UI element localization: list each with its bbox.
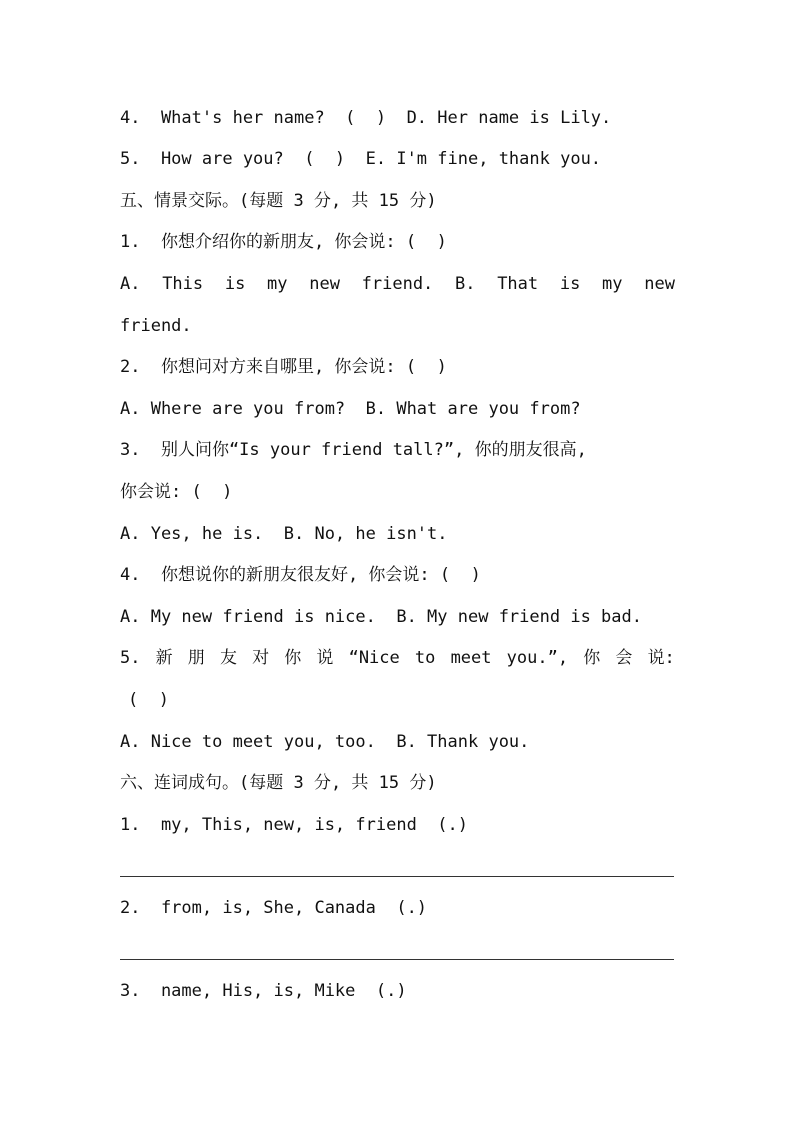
- s5-q5-token: 朋: [187, 648, 205, 668]
- s5-q5-token: 友: [219, 648, 237, 668]
- s6-question-3: 3. name, His, is, Mike (.): [120, 981, 407, 1001]
- s5-q1-option-token: B.: [455, 274, 476, 294]
- s4-question-4: 4. What's her name? ( ) D. Her name is Lily.: [120, 108, 612, 128]
- s5-question-2: 2. 你想问对方来自哪里, 你会说: ( ): [120, 357, 447, 377]
- s5-q5-token: “Nice: [348, 648, 400, 668]
- s5-q1-option-token: A.: [120, 274, 141, 294]
- s5-q5-token: 新: [155, 648, 173, 668]
- s5-q5-token: you.”,: [506, 648, 569, 668]
- s5-question-5: [120, 646, 675, 670]
- s5-q2-options: A. Where are you from? B. What are you from?: [120, 399, 581, 419]
- s5-q1-option-token: my: [602, 274, 623, 294]
- s5-q1-option-token: new: [644, 274, 675, 294]
- s5-q5-token: 对: [252, 648, 270, 668]
- s5-q1-options-cont: friend.: [120, 316, 192, 336]
- s5-q5-token: to: [414, 648, 436, 668]
- s5-q3-options: A. Yes, he is. B. No, he isn't.: [120, 524, 448, 544]
- s6-q2-answer-line: [120, 959, 674, 960]
- s6-question-2: 2. from, is, She, Canada (.): [120, 898, 428, 918]
- s5-q5-answer-blank: ( ): [128, 690, 169, 710]
- s6-question-1: 1. my, This, new, is, friend (.): [120, 815, 468, 835]
- s5-q1-option-token: friend.: [361, 274, 434, 294]
- s5-q1-options: [120, 272, 675, 296]
- s5-q1-option-token: That: [497, 274, 539, 294]
- s5-q1-option-token: my: [267, 274, 288, 294]
- s5-q1-option-token: is: [224, 274, 246, 294]
- s5-q4-options: A. My new friend is nice. B. My new friend is bad.: [120, 607, 642, 627]
- s5-q5-token: meet: [450, 648, 492, 668]
- s5-q5-token: 说: [316, 648, 334, 668]
- section5-header: 五、情景交际。(每题 3 分, 共 15 分): [120, 191, 437, 211]
- s5-q5-options: A. Nice to meet you, too. B. Thank you.: [120, 732, 530, 752]
- s5-q5-token: 说:: [647, 648, 675, 668]
- s5-q5-token: 会: [615, 648, 633, 668]
- s6-q1-answer-line: [120, 876, 674, 877]
- s5-question-3-line2: 你会说: ( ): [120, 482, 233, 502]
- s5-q5-token: 5.: [120, 648, 141, 668]
- s5-question-4: 4. 你想说你的新朋友很友好, 你会说: ( ): [120, 565, 481, 585]
- s5-question-3-line1: 3. 别人问你“Is your friend tall?”, 你的朋友很高,: [120, 440, 587, 460]
- section6-header: 六、连词成句。(每题 3 分, 共 15 分): [120, 773, 437, 793]
- s5-q5-token: 你: [284, 648, 302, 668]
- s5-question-1: 1. 你想介绍你的新朋友, 你会说: ( ): [120, 232, 447, 252]
- s5-q5-token: 你: [583, 648, 601, 668]
- s4-question-5: 5. How are you? ( ) E. I'm fine, thank you.: [120, 149, 602, 169]
- s5-q1-option-token: new: [309, 274, 340, 294]
- s5-q1-option-token: is: [559, 274, 581, 294]
- s5-q1-option-token: This: [162, 274, 204, 294]
